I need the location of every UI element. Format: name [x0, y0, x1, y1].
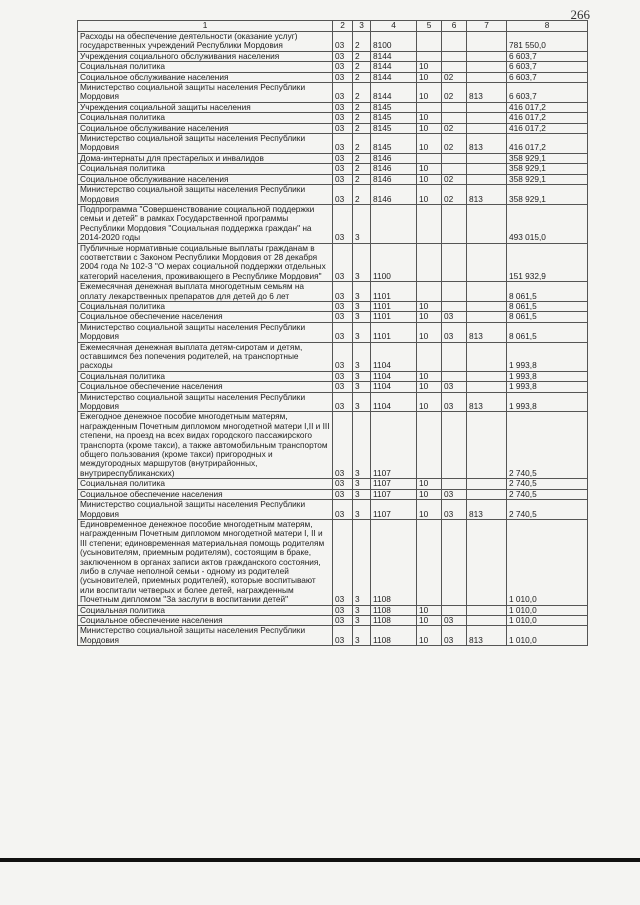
amount-cell: 358 929,1 [507, 174, 588, 184]
table-row [78, 113, 588, 123]
section-code-cell: 03 [333, 412, 353, 479]
section-code-cell: 03 [333, 51, 353, 61]
table-row [78, 72, 588, 82]
section-code-cell: 03 [333, 72, 353, 82]
amount-cell: 2 740,5 [507, 412, 588, 479]
expense-type-cell [467, 123, 507, 133]
target-code-cell: 1104 [371, 342, 417, 371]
section-code-cell: 03 [333, 83, 353, 103]
chapter-code-cell [417, 32, 442, 52]
chapter-code-cell [417, 412, 442, 479]
subchapter-code-cell: 03 [442, 322, 467, 342]
chapter-code-cell: 10 [417, 62, 442, 72]
amount-cell: 416 017,2 [507, 102, 588, 112]
section-code-cell: 03 [333, 123, 353, 133]
column-header: 2 [333, 21, 353, 32]
subsection-code-cell: 3 [353, 615, 371, 625]
expense-type-cell [467, 412, 507, 479]
amount-cell: 781 550,0 [507, 32, 588, 52]
section-code-cell: 03 [333, 204, 353, 243]
expense-type-cell [467, 371, 507, 381]
subchapter-code-cell: 02 [442, 83, 467, 103]
amount-cell: 358 929,1 [507, 185, 588, 205]
section-code-cell: 03 [333, 32, 353, 52]
table-row [78, 605, 588, 615]
subsection-code-cell: 3 [353, 392, 371, 412]
section-code-cell: 03 [333, 500, 353, 520]
subchapter-code-cell [442, 204, 467, 243]
item-name-cell: Социальное обслуживание населения [78, 72, 333, 82]
target-code-cell: 8144 [371, 72, 417, 82]
subchapter-code-cell [442, 32, 467, 52]
expense-type-cell: 813 [467, 626, 507, 646]
subsection-code-cell: 2 [353, 123, 371, 133]
section-code-cell: 03 [333, 382, 353, 392]
chapter-code-cell: 10 [417, 392, 442, 412]
target-code-cell: 1107 [371, 500, 417, 520]
subchapter-code-cell [442, 51, 467, 61]
chapter-code-cell [417, 519, 442, 605]
table-row [78, 62, 588, 72]
column-header: 1 [78, 21, 333, 32]
item-name-cell: Министерство социальной защиты населения Республики Мордовия [78, 134, 333, 154]
expense-type-cell [467, 605, 507, 615]
amount-cell: 2 740,5 [507, 479, 588, 489]
table-row [78, 342, 588, 371]
chapter-code-cell: 10 [417, 615, 442, 625]
table-row [78, 626, 588, 646]
section-code-cell: 03 [333, 489, 353, 499]
target-code-cell [371, 204, 417, 243]
amount-cell: 416 017,2 [507, 134, 588, 154]
target-code-cell: 1101 [371, 322, 417, 342]
subchapter-code-cell [442, 412, 467, 479]
amount-cell: 1 993,8 [507, 371, 588, 381]
amount-cell: 1 993,8 [507, 382, 588, 392]
chapter-code-cell: 10 [417, 312, 442, 322]
target-code-cell: 1101 [371, 301, 417, 311]
amount-cell: 1 010,0 [507, 519, 588, 605]
subsection-code-cell: 3 [353, 605, 371, 615]
table-body [78, 32, 588, 646]
item-name-cell: Ежегодное денежное пособие многодетным матерям, награжденным Почетным дипломом многодетной матери I,II и III степени, на проезд на всех видах городского пассажирского транспорта (кроме такси), а также автомобильным транспортом общего пользования (кроме такси) пригородных и междугородных маршрутов (внутрирайонных, внутриреспубликанских) [78, 412, 333, 479]
section-code-cell: 03 [333, 113, 353, 123]
item-name-cell: Дома-интернаты для престарелых и инвалидов [78, 153, 333, 163]
expense-type-cell [467, 113, 507, 123]
item-name-cell: Социальное обеспечение населения [78, 489, 333, 499]
expense-type-cell [467, 174, 507, 184]
subsection-code-cell: 2 [353, 51, 371, 61]
item-name-cell: Расходы на обеспечение деятельности (оказание услуг) государственных учреждений Республики Мордовия [78, 32, 333, 52]
table-row [78, 371, 588, 381]
subsection-code-cell: 2 [353, 83, 371, 103]
target-code-cell: 8145 [371, 102, 417, 112]
subsection-code-cell: 3 [353, 489, 371, 499]
subsection-code-cell: 2 [353, 134, 371, 154]
target-code-cell: 8144 [371, 83, 417, 103]
expense-type-cell: 813 [467, 392, 507, 412]
section-code-cell: 03 [333, 519, 353, 605]
subchapter-code-cell [442, 605, 467, 615]
section-code-cell: 03 [333, 605, 353, 615]
subsection-code-cell: 3 [353, 371, 371, 381]
chapter-code-cell: 10 [417, 123, 442, 133]
table-row [78, 392, 588, 412]
item-name-cell: Социальное обеспечение населения [78, 382, 333, 392]
target-code-cell: 1100 [371, 243, 417, 282]
subchapter-code-cell: 02 [442, 123, 467, 133]
expense-type-cell [467, 243, 507, 282]
subsection-code-cell: 3 [353, 500, 371, 520]
amount-cell: 416 017,2 [507, 123, 588, 133]
amount-cell: 493 015,0 [507, 204, 588, 243]
table-row [78, 32, 588, 52]
table-row [78, 83, 588, 103]
amount-cell: 6 603,7 [507, 72, 588, 82]
amount-cell: 416 017,2 [507, 113, 588, 123]
item-name-cell: Министерство социальной защиты населения Республики Мордовия [78, 626, 333, 646]
chapter-code-cell: 10 [417, 626, 442, 646]
expense-type-cell [467, 62, 507, 72]
chapter-code-cell [417, 102, 442, 112]
chapter-code-cell [417, 282, 442, 302]
section-code-cell: 03 [333, 102, 353, 112]
expense-type-cell: 813 [467, 500, 507, 520]
budget-table [77, 20, 588, 646]
expense-type-cell [467, 312, 507, 322]
subsection-code-cell: 3 [353, 342, 371, 371]
item-name-cell: Подпрограмма "Совершенствование социальной поддержки семьи и детей" в рамках Государственной программы Республики Мордовия "Социальная поддержка граждан" на 2014-2020 годы [78, 204, 333, 243]
column-header: 3 [353, 21, 371, 32]
table-row [78, 500, 588, 520]
expense-type-cell [467, 282, 507, 302]
chapter-code-cell: 10 [417, 479, 442, 489]
expense-type-cell [467, 615, 507, 625]
section-code-cell: 03 [333, 185, 353, 205]
chapter-code-cell: 10 [417, 500, 442, 520]
amount-cell: 6 603,7 [507, 51, 588, 61]
expense-type-cell [467, 32, 507, 52]
table-row [78, 479, 588, 489]
expense-type-cell [467, 301, 507, 311]
target-code-cell: 1101 [371, 282, 417, 302]
item-name-cell: Социальное обеспечение населения [78, 312, 333, 322]
expense-type-cell [467, 204, 507, 243]
subchapter-code-cell: 03 [442, 392, 467, 412]
subsection-code-cell: 2 [353, 102, 371, 112]
expense-type-cell [467, 51, 507, 61]
amount-cell: 2 740,5 [507, 500, 588, 520]
expense-type-cell [467, 519, 507, 605]
item-name-cell: Учреждения социальной защиты населения [78, 102, 333, 112]
chapter-code-cell: 10 [417, 605, 442, 615]
subchapter-code-cell [442, 342, 467, 371]
table-row [78, 489, 588, 499]
chapter-code-cell [417, 243, 442, 282]
amount-cell: 8 061,5 [507, 312, 588, 322]
chapter-code-cell: 10 [417, 164, 442, 174]
item-name-cell: Социальное обслуживание населения [78, 174, 333, 184]
item-name-cell: Социальная политика [78, 113, 333, 123]
page-number: 266 [570, 7, 590, 22]
target-code-cell: 8146 [371, 153, 417, 163]
subsection-code-cell: 3 [353, 301, 371, 311]
section-code-cell: 03 [333, 626, 353, 646]
subsection-code-cell: 2 [353, 185, 371, 205]
chapter-code-cell: 10 [417, 72, 442, 82]
chapter-code-cell [417, 342, 442, 371]
section-code-cell: 03 [333, 371, 353, 381]
item-name-cell: Публичные нормативные социальные выплаты гражданам в соответствии с Законом Республики Мордовия от 28 декабря 2004 года № 102-З "О мерах социальной поддержки отдельных категорий населения, проживающего в Республике Мордовия" [78, 243, 333, 282]
amount-cell: 358 929,1 [507, 164, 588, 174]
item-name-cell: Социальное обслуживание населения [78, 123, 333, 133]
subsection-code-cell: 3 [353, 382, 371, 392]
target-code-cell: 8144 [371, 51, 417, 61]
amount-cell: 151 932,9 [507, 243, 588, 282]
chapter-code-cell: 10 [417, 174, 442, 184]
table-header-row [78, 21, 588, 32]
target-code-cell: 8144 [371, 62, 417, 72]
column-header: 5 [417, 21, 442, 32]
expense-type-cell [467, 102, 507, 112]
amount-cell: 6 603,7 [507, 62, 588, 72]
subchapter-code-cell [442, 153, 467, 163]
expense-type-cell: 813 [467, 83, 507, 103]
amount-cell: 6 603,7 [507, 83, 588, 103]
table-row [78, 312, 588, 322]
subchapter-code-cell: 03 [442, 382, 467, 392]
amount-cell: 1 010,0 [507, 615, 588, 625]
item-name-cell: Министерство социальной защиты населения Республики Мордовия [78, 500, 333, 520]
item-name-cell: Учреждения социального обслуживания населения [78, 51, 333, 61]
target-code-cell: 8145 [371, 113, 417, 123]
subchapter-code-cell [442, 62, 467, 72]
expense-type-cell [467, 164, 507, 174]
table-row [78, 615, 588, 625]
subchapter-code-cell: 03 [442, 500, 467, 520]
item-name-cell: Ежемесячная денежная выплата детям-сиротам и детям, оставшимся без попечения родителей, на транспортные расходы [78, 342, 333, 371]
chapter-code-cell: 10 [417, 83, 442, 103]
table-row [78, 519, 588, 605]
chapter-code-cell: 10 [417, 371, 442, 381]
table-row [78, 174, 588, 184]
section-code-cell: 03 [333, 134, 353, 154]
subchapter-code-cell [442, 479, 467, 489]
subchapter-code-cell [442, 282, 467, 302]
amount-cell: 1 993,8 [507, 392, 588, 412]
subsection-code-cell: 2 [353, 174, 371, 184]
subsection-code-cell: 3 [353, 519, 371, 605]
chapter-code-cell: 10 [417, 185, 442, 205]
item-name-cell: Социальная политика [78, 605, 333, 615]
table-row [78, 134, 588, 154]
column-header: 4 [371, 21, 417, 32]
subsection-code-cell: 2 [353, 153, 371, 163]
item-name-cell: Министерство социальной защиты населения Республики Мордовия [78, 392, 333, 412]
target-code-cell: 1101 [371, 312, 417, 322]
subchapter-code-cell [442, 164, 467, 174]
expense-type-cell [467, 479, 507, 489]
subchapter-code-cell: 03 [442, 489, 467, 499]
item-name-cell: Социальная политика [78, 301, 333, 311]
bottom-rule [0, 858, 640, 862]
amount-cell: 1 010,0 [507, 626, 588, 646]
item-name-cell: Ежемесячная денежная выплата многодетным семьям на оплату лекарственных препаратов для детей до 6 лет [78, 282, 333, 302]
subsection-code-cell: 3 [353, 282, 371, 302]
subchapter-code-cell: 03 [442, 615, 467, 625]
target-code-cell: 1108 [371, 605, 417, 615]
expense-type-cell: 813 [467, 322, 507, 342]
subchapter-code-cell [442, 113, 467, 123]
subsection-code-cell: 3 [353, 312, 371, 322]
column-header: 6 [442, 21, 467, 32]
chapter-code-cell [417, 51, 442, 61]
subsection-code-cell: 2 [353, 72, 371, 82]
chapter-code-cell [417, 204, 442, 243]
target-code-cell: 8145 [371, 123, 417, 133]
expense-type-cell: 813 [467, 185, 507, 205]
table-row [78, 204, 588, 243]
target-code-cell: 1104 [371, 392, 417, 412]
subchapter-code-cell: 03 [442, 626, 467, 646]
section-code-cell: 03 [333, 62, 353, 72]
section-code-cell: 03 [333, 322, 353, 342]
target-code-cell: 8146 [371, 174, 417, 184]
section-code-cell: 03 [333, 615, 353, 625]
subchapter-code-cell: 02 [442, 72, 467, 82]
table-row [78, 153, 588, 163]
table-row [78, 322, 588, 342]
subsection-code-cell: 3 [353, 479, 371, 489]
table-row [78, 301, 588, 311]
column-header: 8 [507, 21, 588, 32]
section-code-cell: 03 [333, 312, 353, 322]
item-name-cell: Социальная политика [78, 164, 333, 174]
item-name-cell: Социальное обеспечение населения [78, 615, 333, 625]
table-row [78, 123, 588, 133]
subsection-code-cell: 3 [353, 243, 371, 282]
item-name-cell: Единовременное денежное пособие многодетным матерям, награжденным Почетным дипломом многодетной матери I, II и III степени; единовременная материальная помощь родителям (усыновителям, приемным родителям), состоящим в браке, заключенном в органах записи актов гражданского состояния, либо в случае неполной семьи - одному из родителей (усыновителей, приемных родителей), которые воспитывают или воспитали четверых и более детей, награжденным Почетным дипломом "За заслуги в воспитании детей" [78, 519, 333, 605]
item-name-cell: Социальная политика [78, 371, 333, 381]
amount-cell: 2 740,5 [507, 489, 588, 499]
subchapter-code-cell: 03 [442, 312, 467, 322]
table-row [78, 282, 588, 302]
table-row [78, 51, 588, 61]
subchapter-code-cell: 02 [442, 185, 467, 205]
subchapter-code-cell: 02 [442, 174, 467, 184]
chapter-code-cell: 10 [417, 113, 442, 123]
section-code-cell: 03 [333, 243, 353, 282]
subsection-code-cell: 2 [353, 32, 371, 52]
section-code-cell: 03 [333, 392, 353, 412]
amount-cell: 8 061,5 [507, 282, 588, 302]
section-code-cell: 03 [333, 153, 353, 163]
table-row [78, 102, 588, 112]
target-code-cell: 1108 [371, 519, 417, 605]
target-code-cell: 1107 [371, 489, 417, 499]
target-code-cell: 1104 [371, 371, 417, 381]
subsection-code-cell: 3 [353, 412, 371, 479]
item-name-cell: Министерство социальной защиты населения Республики Мордовия [78, 185, 333, 205]
target-code-cell: 1104 [371, 382, 417, 392]
subsection-code-cell: 2 [353, 164, 371, 174]
chapter-code-cell: 10 [417, 134, 442, 154]
item-name-cell: Министерство социальной защиты населения Республики Мордовия [78, 83, 333, 103]
amount-cell: 8 061,5 [507, 301, 588, 311]
subsection-code-cell: 3 [353, 626, 371, 646]
expense-type-cell [467, 489, 507, 499]
target-code-cell: 8146 [371, 185, 417, 205]
subchapter-code-cell [442, 301, 467, 311]
amount-cell: 1 993,8 [507, 342, 588, 371]
table-row [78, 243, 588, 282]
subchapter-code-cell: 02 [442, 134, 467, 154]
subchapter-code-cell [442, 243, 467, 282]
amount-cell: 358 929,1 [507, 153, 588, 163]
expense-type-cell [467, 342, 507, 371]
target-code-cell: 8145 [371, 134, 417, 154]
expense-type-cell [467, 382, 507, 392]
column-header: 7 [467, 21, 507, 32]
section-code-cell: 03 [333, 164, 353, 174]
chapter-code-cell [417, 153, 442, 163]
target-code-cell: 8100 [371, 32, 417, 52]
item-name-cell: Министерство социальной защиты населения Республики Мордовия [78, 322, 333, 342]
expense-type-cell [467, 153, 507, 163]
subsection-code-cell: 2 [353, 113, 371, 123]
item-name-cell: Социальная политика [78, 62, 333, 72]
table-row [78, 164, 588, 174]
chapter-code-cell: 10 [417, 322, 442, 342]
section-code-cell: 03 [333, 282, 353, 302]
amount-cell: 1 010,0 [507, 605, 588, 615]
chapter-code-cell: 10 [417, 301, 442, 311]
target-code-cell: 1107 [371, 412, 417, 479]
target-code-cell: 1108 [371, 626, 417, 646]
target-code-cell: 1107 [371, 479, 417, 489]
chapter-code-cell: 10 [417, 382, 442, 392]
table-row [78, 185, 588, 205]
section-code-cell: 03 [333, 479, 353, 489]
target-code-cell: 8146 [371, 164, 417, 174]
target-code-cell: 1108 [371, 615, 417, 625]
section-code-cell: 03 [333, 301, 353, 311]
section-code-cell: 03 [333, 342, 353, 371]
expense-type-cell [467, 72, 507, 82]
subsection-code-cell: 3 [353, 322, 371, 342]
section-code-cell: 03 [333, 174, 353, 184]
subchapter-code-cell [442, 371, 467, 381]
amount-cell: 8 061,5 [507, 322, 588, 342]
subchapter-code-cell [442, 519, 467, 605]
chapter-code-cell: 10 [417, 489, 442, 499]
subchapter-code-cell [442, 102, 467, 112]
expense-type-cell: 813 [467, 134, 507, 154]
subsection-code-cell: 3 [353, 204, 371, 243]
table-row [78, 412, 588, 479]
subsection-code-cell: 2 [353, 62, 371, 72]
item-name-cell: Социальная политика [78, 479, 333, 489]
table-row [78, 382, 588, 392]
